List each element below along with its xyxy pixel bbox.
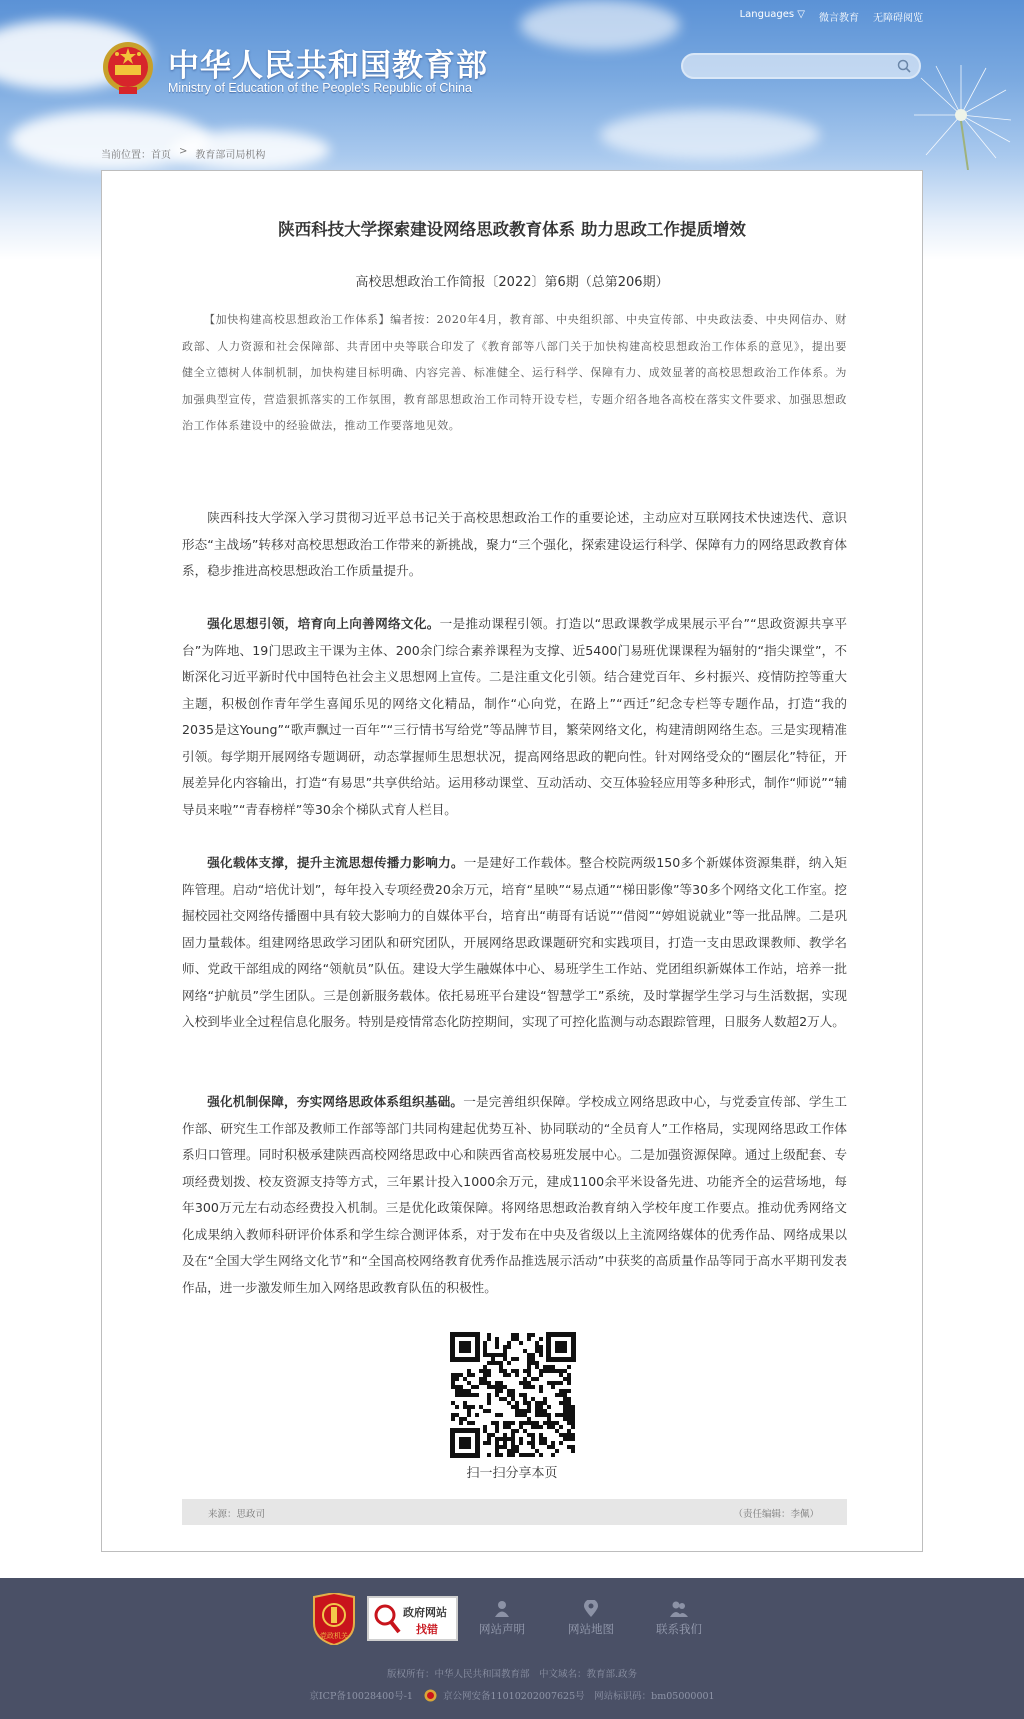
gov-website-title: 政府网站 (403, 1606, 447, 1619)
article-title: 陕西科技大学探索建设网络思政教育体系 助力思政工作提质增效 (278, 220, 746, 239)
top-nav (740, 9, 923, 24)
site-title-en[interactable]: Ministry of Education of the People's Republic of China (168, 81, 472, 95)
paragraph-1: 陕西科技大学深入学习贯彻习近平总书记关于高校思想政治工作的重要论述，主动应对互联网技术快速迭代、意识形态“主战场”转移对高校思想政治工作带来的新挑战，聚力“三个强化，探索建设运行科学、保障有力的网络思政教育体系，稳步推进高校思想政治工作质量提升。 (182, 510, 847, 578)
editor-note: 【加快构建高校思想政治工作体系】编者按：2020年4月，教育部、中央组织部、中央宣传部、中央政法委、中央网信办、财政部、人力资源和社会保障部、共青团中央等联合印发了《教育部等八部门关于加快构建高校思想政治工作体系的意见》，提出要健全立德树人体制机制，加快构建目标明确、内容完善、标准健全、运行科学、保障有力、成效显著的高校思想政治工作体系。为加强典型宣传，营造狠抓落实的工作氛围，教育部思想政治工作司特开设专栏，专题介绍各地各高校在落实文件要求、加强思想政治工作体系建设中的经验做法，推动工作要落地见效。 (182, 313, 847, 432)
site-map-label: 网站地图 (568, 1622, 614, 1636)
dandelion-decoration (906, 60, 1016, 170)
gov-website-action: 找错 (416, 1623, 438, 1636)
national-emblem-icon[interactable] (101, 40, 155, 96)
breadcrumb-separator: > (179, 146, 188, 157)
breadcrumb (101, 146, 265, 161)
gov-website-error-report-button[interactable] (367, 1596, 458, 1641)
paragraph-3-lead: 强化载体支撑，提升主流思想传播力影响力。 (207, 855, 464, 870)
site-statement-label: 网站声明 (479, 1622, 525, 1636)
police-record-link[interactable]: 京公网安备11010202007625号 网站标识码：bm05000001 (443, 1691, 715, 1702)
party-government-badge-icon[interactable] (311, 1593, 357, 1645)
breadcrumb-section[interactable]: 教育部司局机构 (195, 150, 266, 161)
site-title-cn[interactable]: 中华人民共和国教育部 (168, 48, 488, 84)
person-icon (494, 1600, 510, 1618)
paragraph-3 (182, 850, 847, 1036)
paragraph-4-body: 一是完善组织保障。学校成立网络思政中心，与党委宣传部、学生工作部、研究生工作部及教师工作部等部门共同构建起优势互补、协同联动的“全员育人”工作格局，实现网络思政工作体系归口管理。同时积极承建陕西高校网络思政中心和陕西省高校易班发展中心。二是加强资源保障。通过上级配套、专项经费划拨、校友资源支持等方式，三年累计投入1000余万元，建成1100余平米设备先进、功能齐全的运营场地，每年300万元左右动态经费投入机制。三是优化政策保障。将网络思想政治教育纳入学校年度工作要点。推动优秀网络文化成果纳入教师科研评价体系和学生综合测评体系，对于发布在中央及省级以上主流网络媒体的优秀作品、网络成果以及在“全国大学生网络文化节”和“全国高校网络教育优秀作品推选展示活动”中获奖的高质量作品等同于高水平期刊发表作品，进一步激发师生加入网络思政教育队伍的积极性。 (182, 1094, 848, 1295)
article-panel (101, 170, 923, 1552)
qr-share-label: 扫一扫分享本页 (466, 1466, 558, 1481)
icp-link[interactable]: 京ICP备10028400号-1 (309, 1691, 413, 1702)
site-map-link[interactable] (561, 1600, 621, 1637)
editor-text: （责任编辑：李佩） (733, 1509, 819, 1520)
weibo-link[interactable]: 微言教育 (819, 13, 859, 24)
paragraph-4-lead: 强化机制保障，夯实网络思政体系组织基础。 (207, 1094, 464, 1109)
paragraph-2-lead: 强化思想引领，培育向上向善网络文化。 (207, 616, 440, 631)
contact-us-label: 联系我们 (656, 1622, 702, 1636)
police-badge-icon (424, 1689, 437, 1702)
source-text: 来源：思政司 (208, 1509, 266, 1520)
location-pin-icon (583, 1600, 599, 1618)
magnifier-icon (373, 1603, 401, 1635)
article-subtitle: 高校思想政治工作简报〔2022〕第6期（总第206期） (355, 275, 669, 290)
search-box (681, 53, 921, 79)
paragraph-4 (182, 1089, 847, 1301)
paragraph-3-body: 一是建好工作载体。整合校院两级150多个新媒体资源集群，纳入矩阵管理。启动“培优计划”，每年投入专项经费20余万元，培育“星映”“易点通”“梯田影像”等30多个网络文化工作室。挖掘校园社交网络传播圈中具有较大影响力的自媒体平台，培育出“萌哥有话说”“借阅”“婷姐说就业”等一批品牌。二是巩固力量载体。组建网络思政学习团队和研究团队，开展网络思政课题研究和实践项目，打造一支由思政课教师、教学名师、党政干部组成的网络“领航员”队伍。建设大学生融媒体中心、易班学生工作站、党团组织新媒体工作站，培养一批网络“护航员”学生团队。三是创新服务载体。依托易班平台建设“智慧学工”系统，及时掌握学生学习与生活数据，实现入校到毕业全过程信息化服务。特别是疫情常态化防控期间，实现了可控化监测与动态跟踪管理，日服务人数超2万人。 (182, 855, 847, 1029)
paragraph-2 (182, 611, 847, 823)
qr-code-icon (450, 1332, 576, 1458)
contact-us-link[interactable] (649, 1600, 709, 1637)
accessibility-link[interactable]: 无障碍阅览 (873, 13, 923, 24)
breadcrumb-label: 当前位置： (101, 150, 151, 161)
source-bar (182, 1499, 847, 1525)
badge-text: 党政机关 (320, 1632, 348, 1640)
paragraph-2-body: 一是推动课程引领。打造以“思政课教学成果展示平台”“思政资源共享平台”为阵地、19门思政主干课为主体、200余门综合素养课程为支撑、近5400门易班优课课程为辐射的“指尖课堂”，不断深化习近平新时代中国特色社会主义思想网上宣传。二是注重文化引领。结合建党百年、乡村振兴、疫情防控等重大主题，积极创作青年学生喜闻乐见的网络文化精品，制作“心向党，在路上”“西迁”纪念专栏等专题作品，打造“我的2035是这Young”“歌声飘过一百年”“三行情书写给党”等品牌节目，繁荣网络文化，构建清朗网络生态。三是实现精准引领。每学期开展网络专题调研，动态掌握师生思想状况，提高网络思政的靶向性。针对网络受众的“圈层化”特征，开展差异化内容输出，打造“有易思”共享供给站。运用移动课堂、互动活动、交互体验轻应用等多种形式，制作“师说”“辅导员来啦”“青春榜样”等30余个梯队式育人栏目。 (182, 616, 847, 817)
contacts-icon (670, 1600, 688, 1618)
record-line (0, 1688, 1024, 1702)
breadcrumb-home[interactable]: 首页 (151, 150, 171, 161)
search-input[interactable] (695, 58, 889, 76)
copyright-text: 版权所有：中华人民共和国教育部 中文域名：教育部.政务 (386, 1669, 638, 1680)
languages-link[interactable]: Languages ▽ (739, 9, 805, 20)
footer (0, 1578, 1024, 1719)
site-statement-link[interactable] (472, 1600, 532, 1637)
search-icon[interactable] (897, 59, 911, 73)
